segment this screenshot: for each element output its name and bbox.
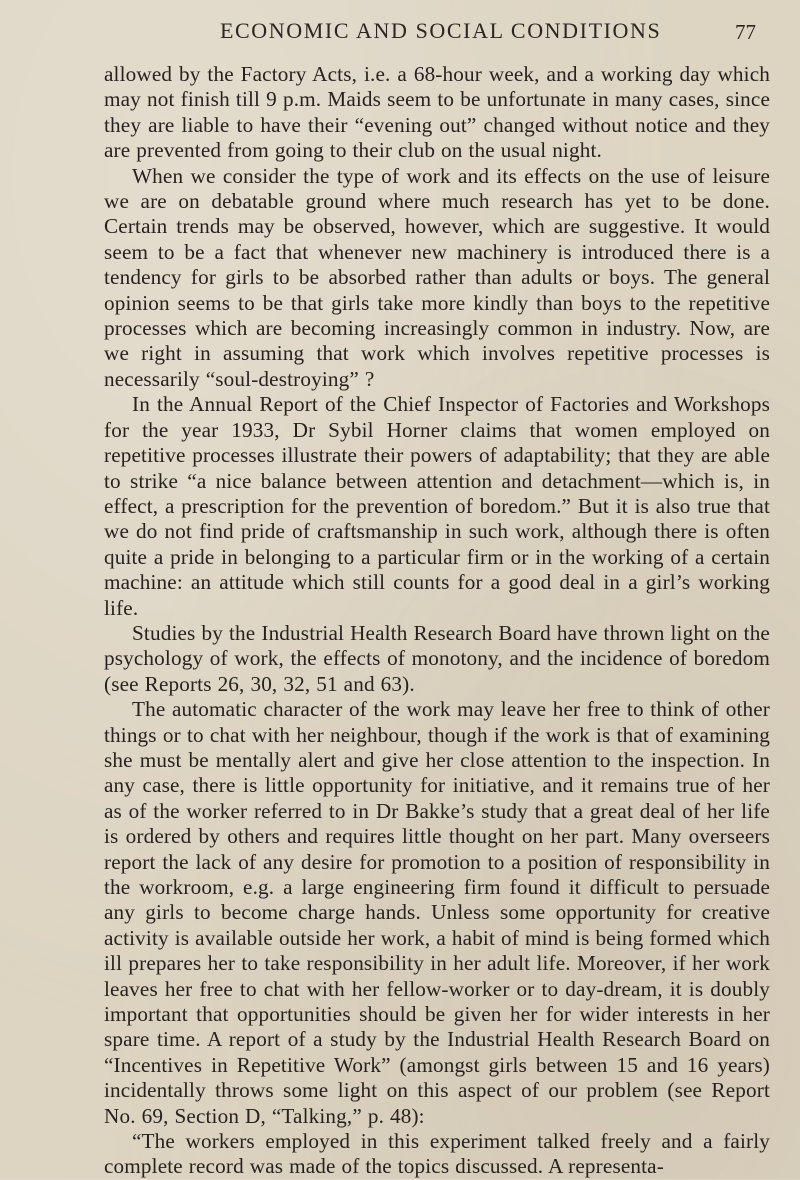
paragraph: The automatic character of the work may leave her free to think of other things or to chat with her neighbour, though if the work is that of examining she must be mentally alert and give her close attention to the inspection. In any case, there is little opportunity for initiative, and it remains true of her as of the worker referred to in Dr Bakke’s study that a great deal of her life is ordered by others and requires little thought on her part. Many overseers report the lack of any desire for promotion to a position of responsibility in the workroom, e.g. a large engineering firm found it difficult to persuade any girls to become charge hands. Unless some opportunity for creative activity is available outside her work, a habit of mind is being formed which ill prepares her to take responsibility in her adult life. Moreover, if her work leaves her free to chat with her fellow-worker or to day-dream, it is doubly important that opportunities should be given her for wider interests in her spare time. A report of a study by the Industrial Health Research Board on “Incentives in Repetitive Work” (amongst girls between 15 and 16 years) incidentally throws some light on this aspect of our problem (see Report No. 69, Section D, “Talking,” p. 48): (104, 697, 770, 1128)
quotation: “The workers employed in this experiment talked freely and a fairly complete record was made of the topics discussed. A representa- (104, 1129, 770, 1179)
paragraph: In the Annual Report of the Chief Inspector of Factories and Workshops for the year 1933, Dr Sybil Horner claims that women employed on repetitive processes illustrate their powers of adaptability; that they are able to strike “a nice balance between attention and detachment—which is, in effect, a prescription for the prevention of boredom.” But it is also true that we do not find pride of craftsmanship in such work, although there is often quite a pride in belonging to a particular firm or in the working of a certain machine: an attitude which still counts for a good deal in a girl’s working life. (104, 392, 770, 620)
paragraph: Studies by the Industrial Health Research Board have thrown light on the psychology of work, the effects of monotony, and the incidence of boredom (see Reports 26, 30, 32, 51 and 63). (104, 620, 770, 696)
running-head (104, 18, 770, 52)
paragraph: allowed by the Factory Acts, i.e. a 68-hour week, and a working day which may not finish till 9 p.m. Maids seem to be unfortunate in many cases, since they are liable to have their “evening out” changed without notice and they are prevented from going to their club on the usual night. (104, 62, 770, 163)
paragraph: When we consider the type of work and its effects on the use of leisure we are on debatable ground where much research has yet to be done. Certain trends may be observed, however, which are suggestive. It would seem to be a fact that whenever new machinery is introduced there is a tendency for girls to be absorbed rather than adults or boys. The general opinion seems to be that girls take more kindly than boys to the repetitive processes which are becoming increasingly common in industry. Now, are we right in assuming that work which involves repetitive processes is necessarily “soul-destroying” ? (104, 163, 770, 391)
page-number: 77 (735, 20, 756, 44)
body-text (104, 62, 770, 1180)
running-title: ECONOMIC AND SOCIAL CONDITIONS (220, 18, 662, 43)
